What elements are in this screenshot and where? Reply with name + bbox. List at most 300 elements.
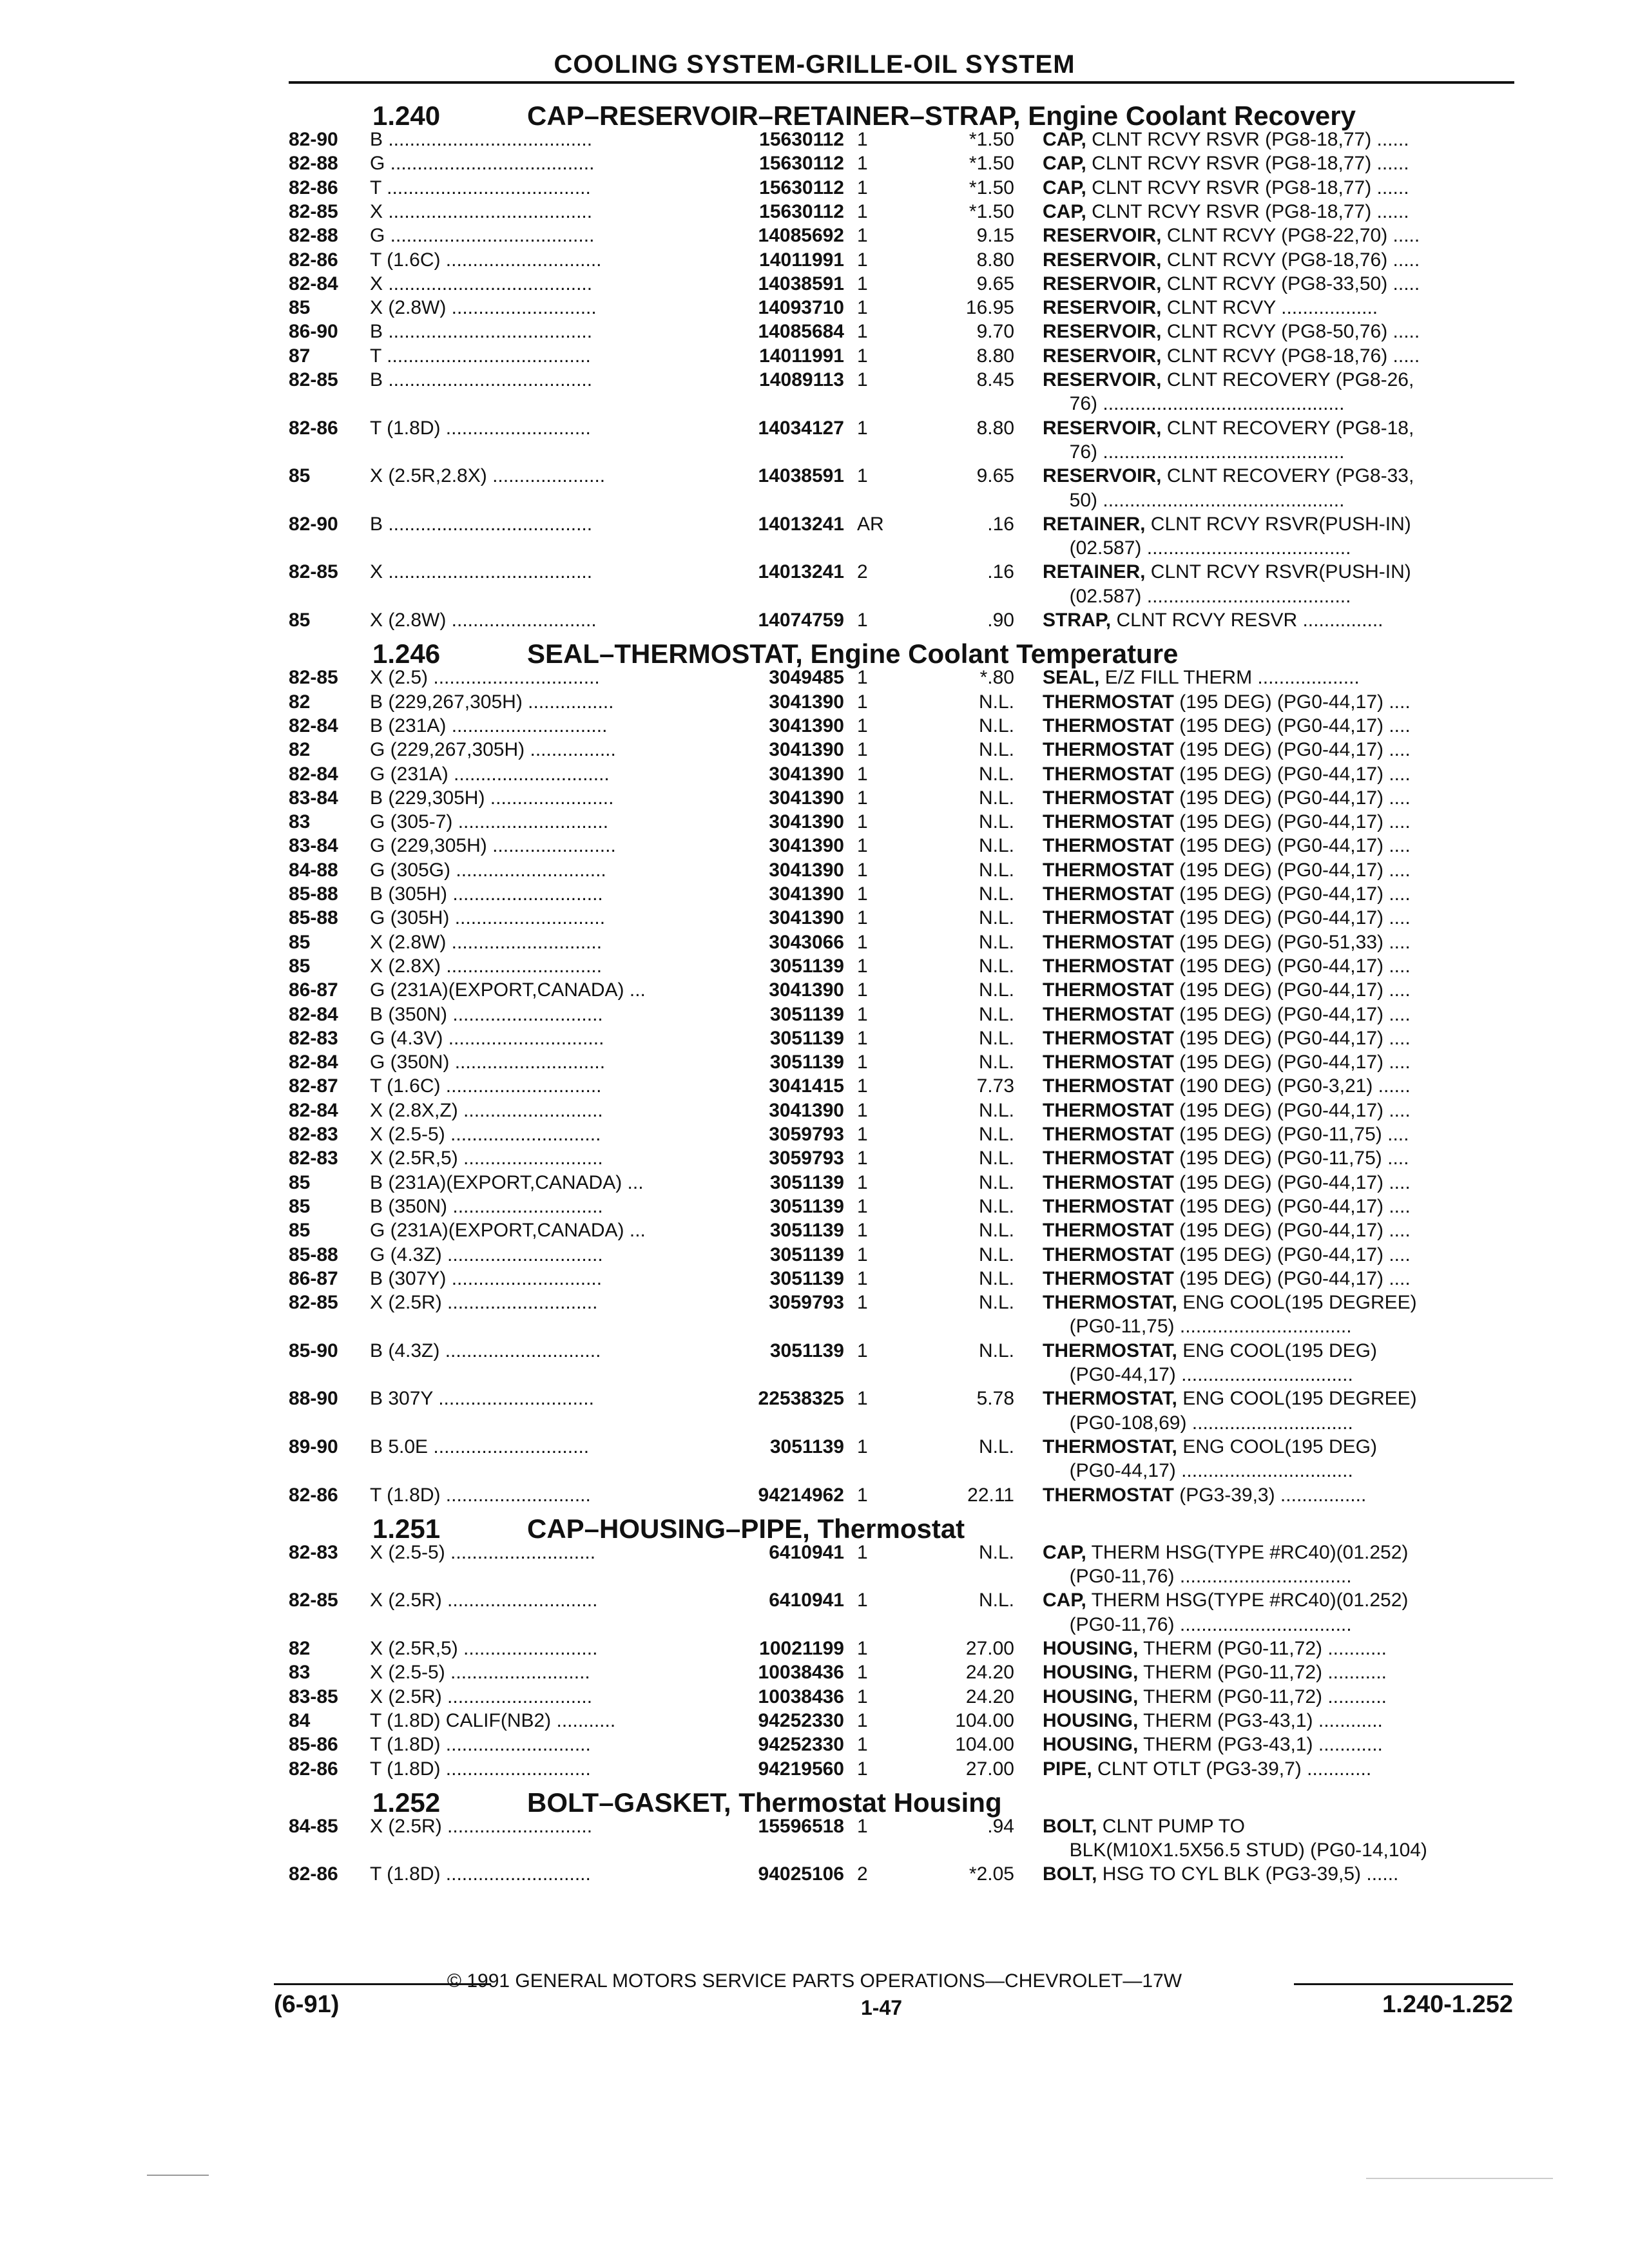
part-number: 10038436 — [758, 1662, 844, 1684]
part-name: CAP, — [1043, 1541, 1086, 1563]
quantity: 1 — [857, 691, 868, 713]
part-description — [1043, 512, 1507, 536]
model-year: 82-86 — [289, 1758, 338, 1780]
part-name: THERMOSTAT — [1043, 1171, 1174, 1193]
part-number: 3043066 — [769, 931, 844, 953]
parts-row — [0, 200, 1629, 224]
model-code: X ...................................... — [370, 200, 593, 222]
model-code: X (2.8W) ........................... — [370, 610, 597, 631]
model-year: 82-83 — [289, 1124, 338, 1145]
model-year: 83-85 — [289, 1686, 338, 1707]
part-name: THERMOSTAT — [1043, 1484, 1174, 1506]
model-year: 86-87 — [289, 1267, 338, 1289]
part-number: 14093710 — [758, 297, 844, 319]
part-detail: ENG COOL(195 DEGREE) — [1177, 1292, 1417, 1314]
quantity: 1 — [857, 1388, 868, 1410]
price: 9.15 — [976, 225, 1014, 247]
price: 24.20 — [965, 1686, 1014, 1707]
price: *1.50 — [969, 177, 1014, 198]
quantity: 1 — [857, 667, 868, 689]
price: N.L. — [978, 835, 1014, 857]
part-number: 94025106 — [758, 1863, 844, 1885]
part-number: 3051139 — [769, 1195, 844, 1217]
part-number: 14038591 — [758, 465, 844, 487]
parts-row-continuation — [0, 1314, 1629, 1338]
part-name: THERMOSTAT — [1043, 1075, 1174, 1097]
model-code: G ...................................... — [370, 225, 595, 247]
parts-row — [0, 224, 1629, 247]
model-code: X (2.5R) ............................ — [370, 1590, 598, 1611]
quantity: 1 — [857, 1436, 868, 1457]
part-name: THERMOSTAT — [1043, 835, 1174, 857]
model-code: X (2.5R) ........................... — [370, 1815, 593, 1837]
quantity: 1 — [857, 1220, 868, 1242]
model-code: T (1.6C) ............................. — [370, 249, 602, 271]
quantity: 1 — [857, 1340, 868, 1361]
model-code: T ...................................... — [370, 345, 591, 367]
parts-row — [0, 906, 1629, 930]
part-name: THERMOSTAT — [1043, 907, 1174, 929]
quantity: 1 — [857, 1815, 868, 1837]
price: N.L. — [978, 1590, 1014, 1611]
parts-row-continuation — [0, 1459, 1629, 1483]
model-year: 88-90 — [289, 1388, 338, 1410]
part-description — [1043, 440, 1507, 464]
parts-row — [0, 1435, 1629, 1459]
part-number: 3041390 — [769, 1099, 844, 1121]
part-number: 3051139 — [769, 1052, 844, 1073]
model-code: X (2.5R,5) .......................... — [370, 1148, 603, 1169]
part-name: RESERVOIR, — [1043, 345, 1162, 367]
part-name: CAP, — [1043, 1590, 1086, 1611]
model-year: 82 — [289, 739, 311, 761]
parts-row — [0, 1862, 1629, 1886]
part-description — [1043, 224, 1507, 247]
quantity: 1 — [857, 153, 868, 175]
price: 22.11 — [967, 1484, 1014, 1506]
part-name: THERMOSTAT — [1043, 691, 1174, 713]
part-description — [1043, 1411, 1507, 1435]
price: N.L. — [978, 739, 1014, 761]
part-detail: ENG COOL(195 DEGREE) — [1177, 1388, 1417, 1410]
model-code: X (2.5-5) .......................... — [370, 1662, 590, 1684]
part-number: 3051139 — [769, 1003, 844, 1025]
model-year: 85-88 — [289, 907, 338, 929]
part-detail: THERM (PG0-11,72) ........... — [1138, 1662, 1387, 1684]
part-detail: (195 DEG) (PG0-44,17) .... — [1173, 859, 1411, 881]
quantity: 1 — [857, 787, 868, 809]
model-code: T (1.8D) ........................... — [370, 1484, 591, 1506]
section-title: BOLT–GASKET, Thermostat Housing — [527, 1787, 1002, 1818]
price: N.L. — [978, 859, 1014, 881]
part-description — [1043, 608, 1507, 632]
model-year: 82-88 — [289, 153, 338, 175]
part-number: 14013241 — [758, 513, 844, 535]
model-year: 85 — [289, 1195, 311, 1217]
quantity: 1 — [857, 200, 868, 222]
part-description — [1043, 1026, 1507, 1050]
model-year: 83 — [289, 1662, 311, 1684]
parts-row — [0, 416, 1629, 440]
part-description — [1043, 416, 1507, 440]
quantity: 1 — [857, 715, 868, 736]
parts-row — [0, 320, 1629, 343]
part-description — [1043, 1003, 1507, 1026]
part-detail: (195 DEG) (PG0-44,17) .... — [1173, 739, 1411, 761]
part-number: 3041390 — [769, 883, 844, 905]
part-description — [1043, 151, 1507, 175]
part-name: THERMOSTAT — [1043, 1099, 1174, 1121]
part-name: CAP, — [1043, 200, 1086, 222]
section-number: 1.240 — [372, 101, 441, 131]
price: N.L. — [978, 1099, 1014, 1121]
part-name: THERMOSTAT — [1043, 955, 1174, 977]
part-name: BOLT, — [1043, 1863, 1097, 1885]
part-description — [1043, 1146, 1507, 1170]
parts-row — [0, 1099, 1629, 1122]
quantity: 2 — [857, 561, 868, 583]
quantity: 1 — [857, 369, 868, 390]
price: .94 — [987, 1815, 1014, 1837]
part-detail: (195 DEG) (PG0-44,17) .... — [1173, 1099, 1411, 1121]
model-code: G (229,267,305H) ................ — [370, 739, 616, 761]
part-number: 3041390 — [769, 979, 844, 1001]
quantity: 1 — [857, 1244, 868, 1265]
quantity: 1 — [857, 1003, 868, 1025]
price: N.L. — [978, 1003, 1014, 1025]
part-detail: THERM HSG(TYPE #RC40)(01.252) — [1086, 1541, 1409, 1563]
model-year: 85 — [289, 297, 311, 319]
parts-row — [0, 666, 1629, 689]
part-description — [1043, 1660, 1507, 1684]
model-code: T (1.8D) ........................... — [370, 417, 591, 439]
parts-row — [0, 1218, 1629, 1242]
price: N.L. — [978, 1220, 1014, 1242]
price: N.L. — [978, 763, 1014, 785]
model-code: G (231A)(EXPORT,CANADA) ... — [370, 979, 646, 1001]
price: *2.05 — [969, 1863, 1014, 1885]
quantity: 1 — [857, 907, 868, 929]
part-name: THERMOSTAT — [1043, 1148, 1174, 1169]
model-year: 82-83 — [289, 1148, 338, 1169]
model-code: G (231A)(EXPORT,CANADA) ... — [370, 1220, 646, 1242]
model-code: X (2.5-5) ............................ — [370, 1124, 601, 1145]
part-description — [1043, 1483, 1507, 1507]
parts-row-continuation — [0, 1564, 1629, 1588]
part-description — [1043, 1541, 1507, 1564]
part-description — [1043, 344, 1507, 368]
quantity: 1 — [857, 1027, 868, 1049]
model-year: 82-86 — [289, 177, 338, 198]
model-code: B (229,305H) ....................... — [370, 787, 614, 809]
model-code: B ...................................... — [370, 321, 593, 343]
part-number: 14038591 — [758, 273, 844, 294]
quantity: 1 — [857, 1734, 868, 1756]
part-number: 94252330 — [758, 1734, 844, 1756]
page-title: COOLING SYSTEM-GRILLE-OIL SYSTEM — [554, 50, 1075, 79]
model-year: 82-85 — [289, 369, 338, 390]
quantity: 2 — [857, 1863, 868, 1885]
parts-row-continuation — [0, 1838, 1629, 1862]
quantity: 1 — [857, 249, 868, 271]
model-code: B (231A) ............................. — [370, 715, 608, 736]
price: N.L. — [978, 715, 1014, 736]
part-name: RESERVOIR, — [1043, 249, 1162, 271]
part-detail: (195 DEG) (PG0-44,17) .... — [1173, 1052, 1411, 1073]
part-description — [1043, 1459, 1507, 1483]
quantity: 1 — [857, 835, 868, 857]
model-year: 85 — [289, 465, 311, 487]
part-detail: (195 DEG) (PG0-44,17) .... — [1173, 835, 1411, 857]
part-description — [1043, 1122, 1507, 1146]
price: .16 — [987, 561, 1014, 583]
parts-row — [0, 1483, 1629, 1507]
part-detail: CLNT RCVY (PG8-18,76) ..... — [1161, 345, 1420, 367]
model-code: B ...................................... — [370, 369, 593, 390]
part-description — [1043, 248, 1507, 272]
model-year: 82-85 — [289, 1590, 338, 1611]
part-description — [1043, 128, 1507, 151]
part-name: THERMOSTAT — [1043, 715, 1174, 736]
quantity: 1 — [857, 1638, 868, 1659]
part-name: RESERVOIR, — [1043, 369, 1162, 390]
model-year: 85-88 — [289, 1244, 338, 1265]
part-detail: CLNT RCVY RSVR(PUSH-IN) — [1145, 561, 1411, 583]
model-code: X (2.5) ............................... — [370, 667, 600, 689]
part-detail: CLNT RECOVERY (PG8-18, — [1161, 417, 1414, 439]
part-description — [1043, 1637, 1507, 1660]
parts-row — [0, 1387, 1629, 1410]
price: *1.50 — [969, 129, 1014, 150]
model-code: X (2.5R,2.8X) ..................... — [370, 465, 606, 487]
model-code: B (350N) ............................ — [370, 1195, 603, 1217]
price: 9.65 — [976, 273, 1014, 294]
parts-row — [0, 1339, 1629, 1363]
model-code: T ...................................... — [370, 177, 591, 198]
part-number: 14089113 — [759, 369, 844, 390]
part-description — [1043, 786, 1507, 810]
part-description — [1043, 1195, 1507, 1218]
part-name: THERMOSTAT, — [1043, 1292, 1177, 1314]
price: N.L. — [978, 1195, 1014, 1217]
quantity: 1 — [857, 979, 868, 1001]
model-year: 84-88 — [289, 859, 338, 881]
part-detail: (195 DEG) (PG0-44,17) .... — [1173, 763, 1411, 785]
part-detail: (PG0-108,69) .............................. — [1043, 1412, 1353, 1434]
part-name: STRAP, — [1043, 610, 1112, 631]
quantity: 1 — [857, 1541, 868, 1563]
part-description — [1043, 810, 1507, 834]
parts-row — [0, 810, 1629, 834]
part-number: 6410941 — [769, 1590, 844, 1611]
price: N.L. — [978, 1292, 1014, 1314]
part-detail: (PG3-39,3) ................ — [1173, 1484, 1367, 1506]
model-code: G (231A) ............................. — [370, 763, 610, 785]
price: *1.50 — [969, 200, 1014, 222]
price: N.L. — [978, 1027, 1014, 1049]
part-name: THERMOSTAT, — [1043, 1436, 1177, 1457]
quantity: 1 — [857, 1484, 868, 1506]
part-detail: (02.587) ...................................... — [1043, 537, 1351, 559]
model-year: 84-85 — [289, 1815, 338, 1837]
part-number: 14074759 — [758, 610, 844, 631]
part-description — [1043, 1291, 1507, 1314]
part-detail: (195 DEG) (PG0-44,17) .... — [1173, 883, 1411, 905]
part-number: 3059793 — [769, 1292, 844, 1314]
price: 8.80 — [976, 249, 1014, 271]
parts-row — [0, 1757, 1629, 1781]
parts-row — [0, 1660, 1629, 1684]
parts-row-continuation — [0, 1363, 1629, 1387]
part-name: CAP, — [1043, 153, 1086, 175]
price: N.L. — [978, 931, 1014, 953]
parts-row-continuation — [0, 1411, 1629, 1435]
model-year: 86-87 — [289, 979, 338, 1001]
part-name: RESERVOIR, — [1043, 465, 1162, 487]
parts-row — [0, 1733, 1629, 1756]
part-name: THERMOSTAT — [1043, 787, 1174, 809]
part-name: THERMOSTAT — [1043, 1195, 1174, 1217]
model-code: X (2.8W) ........................... — [370, 297, 597, 319]
price: N.L. — [978, 1541, 1014, 1563]
quantity: 1 — [857, 1099, 868, 1121]
part-number: 15630112 — [759, 200, 844, 222]
parts-row — [0, 128, 1629, 151]
model-code: B (307Y) ............................ — [370, 1267, 602, 1289]
part-detail: CLNT RCVY (PG8-33,50) ..... — [1161, 273, 1420, 294]
model-code: B (350N) ............................ — [370, 1003, 603, 1025]
part-description — [1043, 1709, 1507, 1733]
parts-row-continuation — [0, 1613, 1629, 1637]
model-code: X ...................................... — [370, 273, 593, 294]
quantity: 1 — [857, 1267, 868, 1289]
part-description — [1043, 560, 1507, 584]
part-detail: (PG0-11,75) ................................ — [1043, 1316, 1352, 1338]
quantity: 1 — [857, 345, 868, 367]
model-year: 82-87 — [289, 1075, 338, 1097]
price: N.L. — [978, 1340, 1014, 1361]
quantity: 1 — [857, 955, 868, 977]
price: *1.50 — [969, 153, 1014, 175]
quantity: 1 — [857, 1709, 868, 1731]
model-year: 82-86 — [289, 1484, 338, 1506]
part-detail: (195 DEG) (PG0-44,17) .... — [1173, 1195, 1411, 1217]
part-name: RETAINER, — [1043, 561, 1146, 583]
part-description — [1043, 1862, 1507, 1886]
parts-row — [0, 1195, 1629, 1218]
part-description — [1043, 176, 1507, 200]
model-year: 82-85 — [289, 200, 338, 222]
footer-copyright: © 1991 GENERAL MOTORS SERVICE PARTS OPERATIONS—CHEVROLET—17W — [447, 1970, 1182, 1992]
part-detail: (PG0-11,76) ................................ — [1043, 1613, 1352, 1635]
part-detail: (195 DEG) (PG0-11,75) .... — [1173, 1124, 1409, 1145]
parts-row — [0, 296, 1629, 320]
section-title: CAP–RESERVOIR–RETAINER–STRAP, Engine Coolant Recovery — [527, 101, 1356, 131]
part-detail: (195 DEG) (PG0-44,17) .... — [1173, 1027, 1411, 1049]
section-number: 1.246 — [372, 639, 441, 669]
part-name: HOUSING, — [1043, 1638, 1139, 1659]
part-detail: CLNT RCVY RSVR (PG8-18,77) ...... — [1086, 177, 1409, 198]
model-year: 85 — [289, 931, 311, 953]
quantity: 1 — [857, 1171, 868, 1193]
parts-row — [0, 1685, 1629, 1709]
part-detail: 76) ............................................. — [1043, 393, 1345, 415]
part-description — [1043, 200, 1507, 224]
model-year: 82-85 — [289, 667, 338, 689]
part-number: 3059793 — [769, 1148, 844, 1169]
part-detail: (195 DEG) (PG0-44,17) .... — [1173, 979, 1411, 1001]
price: N.L. — [978, 787, 1014, 809]
model-year: 83-84 — [289, 787, 338, 809]
parts-row — [0, 978, 1629, 1002]
parts-row — [0, 176, 1629, 200]
price: N.L. — [978, 883, 1014, 905]
model-code: T (1.6C) ............................. — [370, 1075, 602, 1097]
part-number: 3041390 — [769, 691, 844, 713]
quantity: 1 — [857, 273, 868, 294]
parts-row-continuation — [0, 488, 1629, 512]
model-year: 85-86 — [289, 1734, 338, 1756]
part-description — [1043, 1099, 1507, 1122]
parts-row — [0, 930, 1629, 954]
model-year: 85 — [289, 610, 311, 631]
model-year: 85 — [289, 1220, 311, 1242]
part-number: 3041390 — [769, 811, 844, 833]
model-code: T (1.8D) ........................... — [370, 1734, 591, 1756]
part-number: 14011991 — [759, 249, 844, 271]
part-name: THERMOSTAT — [1043, 763, 1174, 785]
part-description — [1043, 1685, 1507, 1709]
part-detail: (PG0-11,76) ................................ — [1043, 1566, 1352, 1588]
section-number: 1.251 — [372, 1513, 441, 1544]
part-detail: (195 DEG) (PG0-44,17) .... — [1173, 811, 1411, 833]
price: .90 — [987, 610, 1014, 631]
model-year: 82-83 — [289, 1027, 338, 1049]
part-number: 3041390 — [769, 859, 844, 881]
model-code: B (231A)(EXPORT,CANADA) ... — [370, 1171, 644, 1193]
part-name: THERMOSTAT — [1043, 1027, 1174, 1049]
part-detail: (195 DEG) (PG0-44,17) .... — [1173, 1244, 1411, 1265]
part-name: PIPE, — [1043, 1758, 1092, 1780]
model-code: B ...................................... — [370, 129, 593, 150]
part-number: 3041390 — [769, 739, 844, 761]
part-description — [1043, 978, 1507, 1002]
part-number: 3059793 — [769, 1124, 844, 1145]
price: N.L. — [978, 979, 1014, 1001]
part-description — [1043, 1074, 1507, 1098]
price: 7.73 — [976, 1075, 1014, 1097]
parts-row — [0, 954, 1629, 978]
parts-row — [0, 762, 1629, 786]
part-detail: CLNT RCVY RSVR(PUSH-IN) — [1145, 513, 1411, 535]
title-rule — [289, 81, 1514, 84]
part-name: THERMOSTAT — [1043, 979, 1174, 1001]
model-code: T (1.8D) CALIF(NB2) ........... — [370, 1709, 616, 1731]
part-description — [1043, 882, 1507, 906]
quantity: AR — [857, 513, 884, 535]
part-detail: ENG COOL(195 DEG) — [1177, 1340, 1377, 1361]
parts-row-continuation — [0, 584, 1629, 608]
part-name: THERMOSTAT, — [1043, 1340, 1177, 1361]
price: N.L. — [978, 1267, 1014, 1289]
model-code: T (1.8D) ........................... — [370, 1863, 591, 1885]
part-number: 3051139 — [769, 955, 844, 977]
model-code: G (350N) ............................ — [370, 1052, 606, 1073]
price: 9.70 — [976, 321, 1014, 343]
model-code: X (2.8W) ............................ — [370, 931, 602, 953]
parts-row — [0, 738, 1629, 762]
quantity: 1 — [857, 1195, 868, 1217]
